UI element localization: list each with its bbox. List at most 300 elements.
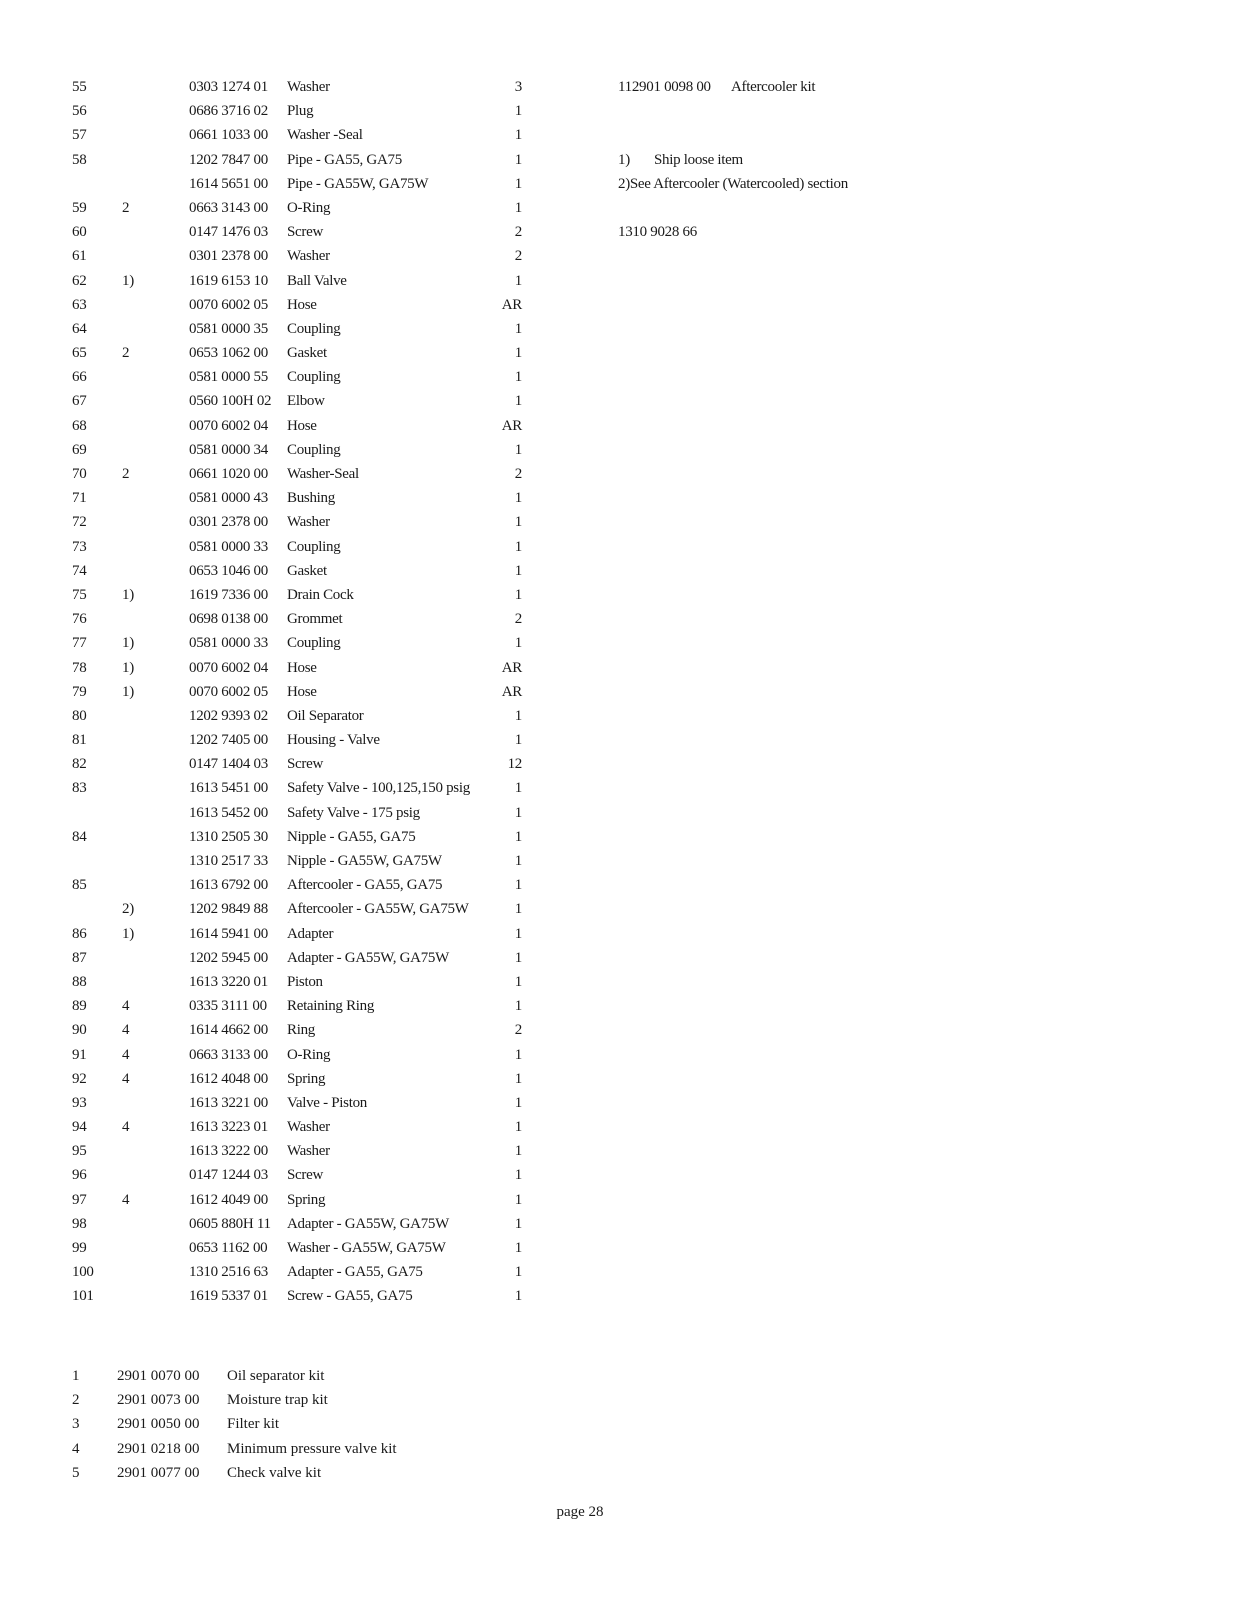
table-row xyxy=(72,220,522,244)
part-description: Screw - GA55, GA75 xyxy=(287,1288,413,1305)
part-number: 0653 1062 00 xyxy=(189,345,268,362)
part-description: Aftercooler - GA55W, GA75W xyxy=(287,901,469,918)
part-description: Hose xyxy=(287,417,317,434)
table-row xyxy=(72,462,522,486)
part-description: Safety Valve - 100,125,150 psig xyxy=(287,780,470,797)
part-description: Washer xyxy=(287,79,330,95)
table-row xyxy=(72,1284,522,1308)
item-number: 92 xyxy=(72,1070,87,1087)
part-description: Coupling xyxy=(287,635,341,652)
quantity: 1 xyxy=(514,732,522,749)
quantity: AR xyxy=(501,683,522,700)
part-number: 1613 3220 01 xyxy=(189,973,268,990)
part-description: O-Ring xyxy=(287,1046,331,1063)
table-row xyxy=(72,970,522,994)
part-description: Gasket xyxy=(287,345,327,362)
table-row xyxy=(72,559,522,583)
quantity: 1 xyxy=(514,1215,522,1232)
table-row xyxy=(72,123,522,147)
table-row xyxy=(72,1212,522,1236)
quantity: 1 xyxy=(514,586,522,603)
part-description: Adapter - GA55W, GA75W xyxy=(287,1215,449,1232)
quantity: 1 xyxy=(514,1070,522,1087)
quantity: 1 xyxy=(514,1240,522,1256)
quantity: 1 xyxy=(514,320,522,337)
part-number: 0581 0000 35 xyxy=(189,320,268,337)
part-number: 1310 2505 30 xyxy=(189,828,268,845)
quantity: 1 xyxy=(514,973,522,990)
quantity: 1 xyxy=(514,103,522,120)
item-number: 100 xyxy=(72,1264,94,1281)
item-number: 85 xyxy=(72,877,87,894)
quantity: 2 xyxy=(514,1022,522,1039)
part-number: 0698 0138 00 xyxy=(189,611,268,628)
table-row xyxy=(72,172,522,196)
item-number: 60 xyxy=(72,224,87,241)
part-number: 0147 1476 03 xyxy=(189,224,268,241)
part-description: Adapter xyxy=(287,925,334,942)
part-description: Coupling xyxy=(287,538,341,555)
part-number: 1612 4049 00 xyxy=(189,1191,268,1208)
kit-part-number: 2901 0050 00 xyxy=(117,1416,200,1433)
aftercooler-kit-description: Aftercooler kit xyxy=(731,79,816,95)
part-number: 1614 4662 00 xyxy=(189,1022,268,1039)
item-number: 68 xyxy=(72,417,87,434)
part-description: Retaining Ring xyxy=(287,998,375,1015)
part-number: 0301 2378 00 xyxy=(189,514,268,531)
table-row xyxy=(72,1139,522,1163)
part-description: Washer xyxy=(287,514,330,531)
drawing-reference xyxy=(618,220,1118,244)
item-number: 71 xyxy=(72,490,87,507)
item-number: 82 xyxy=(72,756,87,773)
part-description: Pipe - GA55, GA75 xyxy=(287,151,402,168)
item-number: 58 xyxy=(72,151,87,168)
table-row xyxy=(72,897,522,921)
quantity: 1 xyxy=(514,1167,522,1184)
table-row xyxy=(72,341,522,365)
part-description: Spring xyxy=(287,1191,326,1208)
quantity: 1 xyxy=(514,707,522,724)
part-description: Hose xyxy=(287,683,317,700)
note-1 xyxy=(618,148,1118,172)
part-number: 0070 6002 05 xyxy=(189,296,268,313)
part-description: Grommet xyxy=(287,611,343,628)
item-number: 89 xyxy=(72,998,87,1015)
note-1-text: Ship loose item xyxy=(654,151,743,168)
kit-row xyxy=(72,1388,472,1412)
parts-list-table xyxy=(72,75,522,1309)
part-description: Adapter - GA55W, GA75W xyxy=(287,949,449,966)
quantity: 1 xyxy=(514,949,522,966)
table-row xyxy=(72,946,522,970)
kit-part-number: 2901 0077 00 xyxy=(117,1464,200,1481)
item-number: 77 xyxy=(72,635,87,652)
table-row xyxy=(72,1236,522,1260)
quantity: 1 xyxy=(514,151,522,168)
part-number: 1310 2516 63 xyxy=(189,1264,268,1281)
table-row xyxy=(72,269,522,293)
table-row xyxy=(72,196,522,220)
quantity: 1 xyxy=(514,562,522,579)
kit-row xyxy=(72,1461,472,1485)
part-description: Hose xyxy=(287,659,317,676)
table-row xyxy=(72,776,522,800)
quantity: 1 xyxy=(514,925,522,942)
part-description: Pipe - GA55W, GA75W xyxy=(287,175,429,192)
part-number: 0147 1244 03 xyxy=(189,1167,268,1184)
quantity: 1 xyxy=(514,998,522,1015)
part-description: Coupling xyxy=(287,369,341,386)
part-description: Adapter - GA55, GA75 xyxy=(287,1264,423,1281)
quantity: 1 xyxy=(514,1288,522,1305)
part-number: 1613 3221 00 xyxy=(189,1094,268,1111)
part-number: 1613 3223 01 xyxy=(189,1119,268,1136)
note-2-text: 2)See Aftercooler (Watercooled) section xyxy=(618,175,848,192)
part-number: 0070 6002 05 xyxy=(189,683,268,700)
table-row xyxy=(72,607,522,631)
part-description: Elbow xyxy=(287,393,325,410)
item-number: 93 xyxy=(72,1094,87,1111)
item-number: 101 xyxy=(72,1288,94,1305)
part-number: 1614 5651 00 xyxy=(189,175,268,192)
part-number: 1202 7405 00 xyxy=(189,732,268,749)
part-number: 1613 5451 00 xyxy=(189,780,268,797)
table-row xyxy=(72,728,522,752)
table-row xyxy=(72,752,522,776)
kit-row xyxy=(72,1437,472,1461)
item-note: 2) xyxy=(122,901,134,918)
item-number: 97 xyxy=(72,1191,87,1208)
item-number: 86 xyxy=(72,925,87,942)
table-row xyxy=(72,535,522,559)
part-number: 0605 880H 11 xyxy=(189,1215,271,1232)
item-number: 72 xyxy=(72,514,87,531)
quantity: 3 xyxy=(514,79,522,95)
part-description: Washer xyxy=(287,1119,330,1136)
kit-number: 2 xyxy=(72,1392,80,1409)
quantity: 1 xyxy=(514,1143,522,1160)
item-number: 59 xyxy=(72,199,87,216)
quantity: 2 xyxy=(514,224,522,241)
table-row xyxy=(72,849,522,873)
item-note: 1) xyxy=(122,635,134,652)
table-row xyxy=(72,1260,522,1284)
part-number: 0147 1404 03 xyxy=(189,756,268,773)
kit-description: Check valve kit xyxy=(227,1464,322,1481)
item-note: 2 xyxy=(122,199,130,216)
kit-part-number: 2901 0073 00 xyxy=(117,1392,200,1409)
part-number: 1612 4048 00 xyxy=(189,1070,268,1087)
kit-row xyxy=(72,1412,472,1436)
part-number: 0663 3133 00 xyxy=(189,1046,268,1063)
item-note: 2 xyxy=(122,466,130,482)
quantity: AR xyxy=(501,417,522,434)
page-number: page 28 xyxy=(556,1504,604,1520)
table-row xyxy=(72,704,522,728)
item-note: 2 xyxy=(122,345,130,362)
part-description: Valve - Piston xyxy=(287,1094,367,1111)
item-number: 64 xyxy=(72,320,87,337)
quantity: 1 xyxy=(514,272,522,289)
part-description: Aftercooler - GA55, GA75 xyxy=(287,877,443,894)
quantity: 1 xyxy=(514,635,522,652)
part-description: Housing - Valve xyxy=(287,732,380,749)
part-description: Oil Separator xyxy=(287,707,364,724)
kit-row xyxy=(72,1364,472,1388)
item-number: 95 xyxy=(72,1143,87,1160)
item-number: 66 xyxy=(72,369,87,386)
quantity: 1 xyxy=(514,369,522,386)
quantity: 1 xyxy=(514,1264,522,1281)
item-number: 63 xyxy=(72,296,87,313)
quantity: AR xyxy=(501,659,522,676)
item-number: 99 xyxy=(72,1240,87,1256)
table-row xyxy=(72,293,522,317)
part-number: 0560 100H 02 xyxy=(189,393,272,410)
kits-list-table xyxy=(72,1364,472,1485)
part-number: 0686 3716 02 xyxy=(189,103,268,120)
quantity: 1 xyxy=(514,490,522,507)
table-row xyxy=(72,365,522,389)
kit-number: 1 xyxy=(72,1368,80,1384)
kit-number: 3 xyxy=(72,1416,80,1433)
item-note: 1) xyxy=(122,683,134,700)
item-note: 1) xyxy=(122,659,134,676)
item-number: 98 xyxy=(72,1215,87,1232)
part-number: 0653 1162 00 xyxy=(189,1240,268,1256)
quantity: 1 xyxy=(514,345,522,362)
part-number: 0335 3111 00 xyxy=(189,998,267,1015)
quantity: 1 xyxy=(514,804,522,821)
table-row xyxy=(72,994,522,1018)
item-note: 4 xyxy=(122,998,130,1015)
part-number: 0303 1274 01 xyxy=(189,79,268,95)
part-description: Nipple - GA55, GA75 xyxy=(287,828,416,845)
quantity: 1 xyxy=(514,199,522,216)
table-row xyxy=(72,75,522,99)
quantity: 1 xyxy=(514,853,522,869)
item-number: 88 xyxy=(72,973,87,990)
part-number: 1613 3222 00 xyxy=(189,1143,268,1160)
quantity: 1 xyxy=(514,127,522,144)
part-description: Piston xyxy=(287,973,323,990)
item-note: 4 xyxy=(122,1022,130,1039)
table-row xyxy=(72,656,522,680)
part-description: Screw xyxy=(287,224,323,241)
part-description: Safety Valve - 175 psig xyxy=(287,804,420,821)
table-row xyxy=(72,317,522,341)
table-row xyxy=(72,414,522,438)
table-row xyxy=(72,1188,522,1212)
item-number: 55 xyxy=(72,79,87,95)
part-description: Washer-Seal xyxy=(287,466,359,482)
aftercooler-kit-line xyxy=(618,75,1118,99)
quantity: AR xyxy=(501,296,522,313)
part-number: 1619 5337 01 xyxy=(189,1288,268,1305)
table-row xyxy=(72,1115,522,1139)
item-number: 94 xyxy=(72,1119,87,1136)
part-description: Plug xyxy=(287,103,314,120)
quantity: 1 xyxy=(514,441,522,458)
part-number: 0581 0000 33 xyxy=(189,635,268,652)
part-number: 1619 6153 10 xyxy=(189,272,268,289)
item-number: 76 xyxy=(72,611,87,628)
table-row xyxy=(72,486,522,510)
part-description: Washer -Seal xyxy=(287,127,363,144)
part-description: Screw xyxy=(287,1167,323,1184)
item-number: 65 xyxy=(72,345,87,362)
part-description: Spring xyxy=(287,1070,326,1087)
table-row xyxy=(72,922,522,946)
part-number: 0581 0000 33 xyxy=(189,538,268,555)
item-note: 1) xyxy=(122,925,134,942)
quantity: 1 xyxy=(514,514,522,531)
table-row xyxy=(72,438,522,462)
table-row xyxy=(72,583,522,607)
part-description: O-Ring xyxy=(287,199,331,216)
table-row xyxy=(72,148,522,172)
item-number: 75 xyxy=(72,586,87,603)
item-note: 4 xyxy=(122,1046,130,1063)
part-description: Bushing xyxy=(287,490,335,507)
table-row xyxy=(72,825,522,849)
part-number: 1202 9393 02 xyxy=(189,707,268,724)
part-number: 1202 7847 00 xyxy=(189,151,268,168)
item-note: 4 xyxy=(122,1119,130,1136)
item-note: 1) xyxy=(122,272,134,289)
note-1-number: 1) xyxy=(618,151,630,168)
quantity: 1 xyxy=(514,1119,522,1136)
part-description: Washer xyxy=(287,1143,330,1160)
kit-part-number: 2901 0070 00 xyxy=(117,1368,200,1384)
item-number: 67 xyxy=(72,393,87,410)
table-row xyxy=(72,631,522,655)
kit-description: Minimum pressure valve kit xyxy=(227,1440,397,1457)
note-2 xyxy=(618,172,1118,196)
table-row xyxy=(72,244,522,268)
kit-number: 5 xyxy=(72,1464,80,1481)
quantity: 1 xyxy=(514,175,522,192)
part-number: 1614 5941 00 xyxy=(189,925,268,942)
part-description: Hose xyxy=(287,296,317,313)
table-row xyxy=(72,1091,522,1115)
part-number: 1310 2517 33 xyxy=(189,853,268,869)
table-row xyxy=(72,1067,522,1091)
table-row xyxy=(72,873,522,897)
part-number: 0661 1020 00 xyxy=(189,466,268,482)
part-number: 0581 0000 43 xyxy=(189,490,268,507)
part-description: Coupling xyxy=(287,441,341,458)
item-note: 4 xyxy=(122,1070,130,1087)
part-number: 0663 3143 00 xyxy=(189,199,268,216)
part-number: 1619 7336 00 xyxy=(189,586,268,603)
item-number: 57 xyxy=(72,127,87,144)
part-number: 0301 2378 00 xyxy=(189,248,268,265)
part-number: 0653 1046 00 xyxy=(189,562,268,579)
part-number: 0581 0000 55 xyxy=(189,369,268,386)
item-number: 90 xyxy=(72,1022,87,1039)
part-description: Ball Valve xyxy=(287,272,347,289)
drawing-reference-number: 1310 9028 66 xyxy=(618,224,697,241)
part-number: 1202 9849 88 xyxy=(189,901,268,918)
item-number: 62 xyxy=(72,272,87,289)
quantity: 1 xyxy=(514,828,522,845)
part-description: Washer xyxy=(287,248,330,265)
part-number: 0070 6002 04 xyxy=(189,659,268,676)
kit-description: Oil separator kit xyxy=(227,1368,325,1384)
quantity: 2 xyxy=(514,248,522,265)
kit-description: Moisture trap kit xyxy=(227,1392,328,1409)
item-number: 74 xyxy=(72,562,87,579)
item-number: 61 xyxy=(72,248,87,265)
item-note: 1) xyxy=(122,586,134,603)
item-number: 96 xyxy=(72,1167,87,1184)
part-number: 1202 5945 00 xyxy=(189,949,268,966)
item-number: 69 xyxy=(72,441,87,458)
item-number: 79 xyxy=(72,683,87,700)
aftercooler-kit-part-number: 112901 0098 00 xyxy=(618,79,711,95)
item-number: 70 xyxy=(72,466,87,482)
quantity: 2 xyxy=(514,466,522,482)
table-row xyxy=(72,389,522,413)
quantity: 1 xyxy=(514,1094,522,1111)
part-number: 0070 6002 04 xyxy=(189,417,268,434)
item-number: 73 xyxy=(72,538,87,555)
part-description: Ring xyxy=(287,1022,315,1039)
item-number: 84 xyxy=(72,828,87,845)
part-description: Nipple - GA55W, GA75W xyxy=(287,853,442,869)
table-row xyxy=(72,1043,522,1067)
kit-part-number: 2901 0218 00 xyxy=(117,1440,200,1457)
right-column xyxy=(618,75,1118,244)
part-description: Coupling xyxy=(287,320,341,337)
item-number: 80 xyxy=(72,707,87,724)
part-description: Washer - GA55W, GA75W xyxy=(287,1240,446,1256)
quantity: 2 xyxy=(514,611,522,628)
quantity: 1 xyxy=(514,1191,522,1208)
item-number: 78 xyxy=(72,659,87,676)
table-row xyxy=(72,1163,522,1187)
quantity: 1 xyxy=(514,877,522,894)
table-row xyxy=(72,99,522,123)
kit-description: Filter kit xyxy=(227,1416,280,1433)
item-number: 56 xyxy=(72,103,87,120)
part-number: 1613 5452 00 xyxy=(189,804,268,821)
item-number: 91 xyxy=(72,1046,87,1063)
item-number: 81 xyxy=(72,732,87,749)
table-row xyxy=(72,1018,522,1042)
item-number: 83 xyxy=(72,780,87,797)
part-description: Screw xyxy=(287,756,323,773)
table-row xyxy=(72,510,522,534)
quantity: 1 xyxy=(514,901,522,918)
item-number: 87 xyxy=(72,949,87,966)
quantity: 12 xyxy=(507,756,522,773)
quantity: 1 xyxy=(514,538,522,555)
table-row xyxy=(72,801,522,825)
part-number: 0661 1033 00 xyxy=(189,127,268,144)
table-row xyxy=(72,680,522,704)
quantity: 1 xyxy=(514,780,522,797)
part-description: Drain Cock xyxy=(287,586,354,603)
quantity: 1 xyxy=(514,393,522,410)
part-number: 1613 6792 00 xyxy=(189,877,268,894)
part-number: 0581 0000 34 xyxy=(189,441,268,458)
part-description: Gasket xyxy=(287,562,327,579)
item-note: 4 xyxy=(122,1191,130,1208)
kit-number: 4 xyxy=(72,1440,80,1457)
